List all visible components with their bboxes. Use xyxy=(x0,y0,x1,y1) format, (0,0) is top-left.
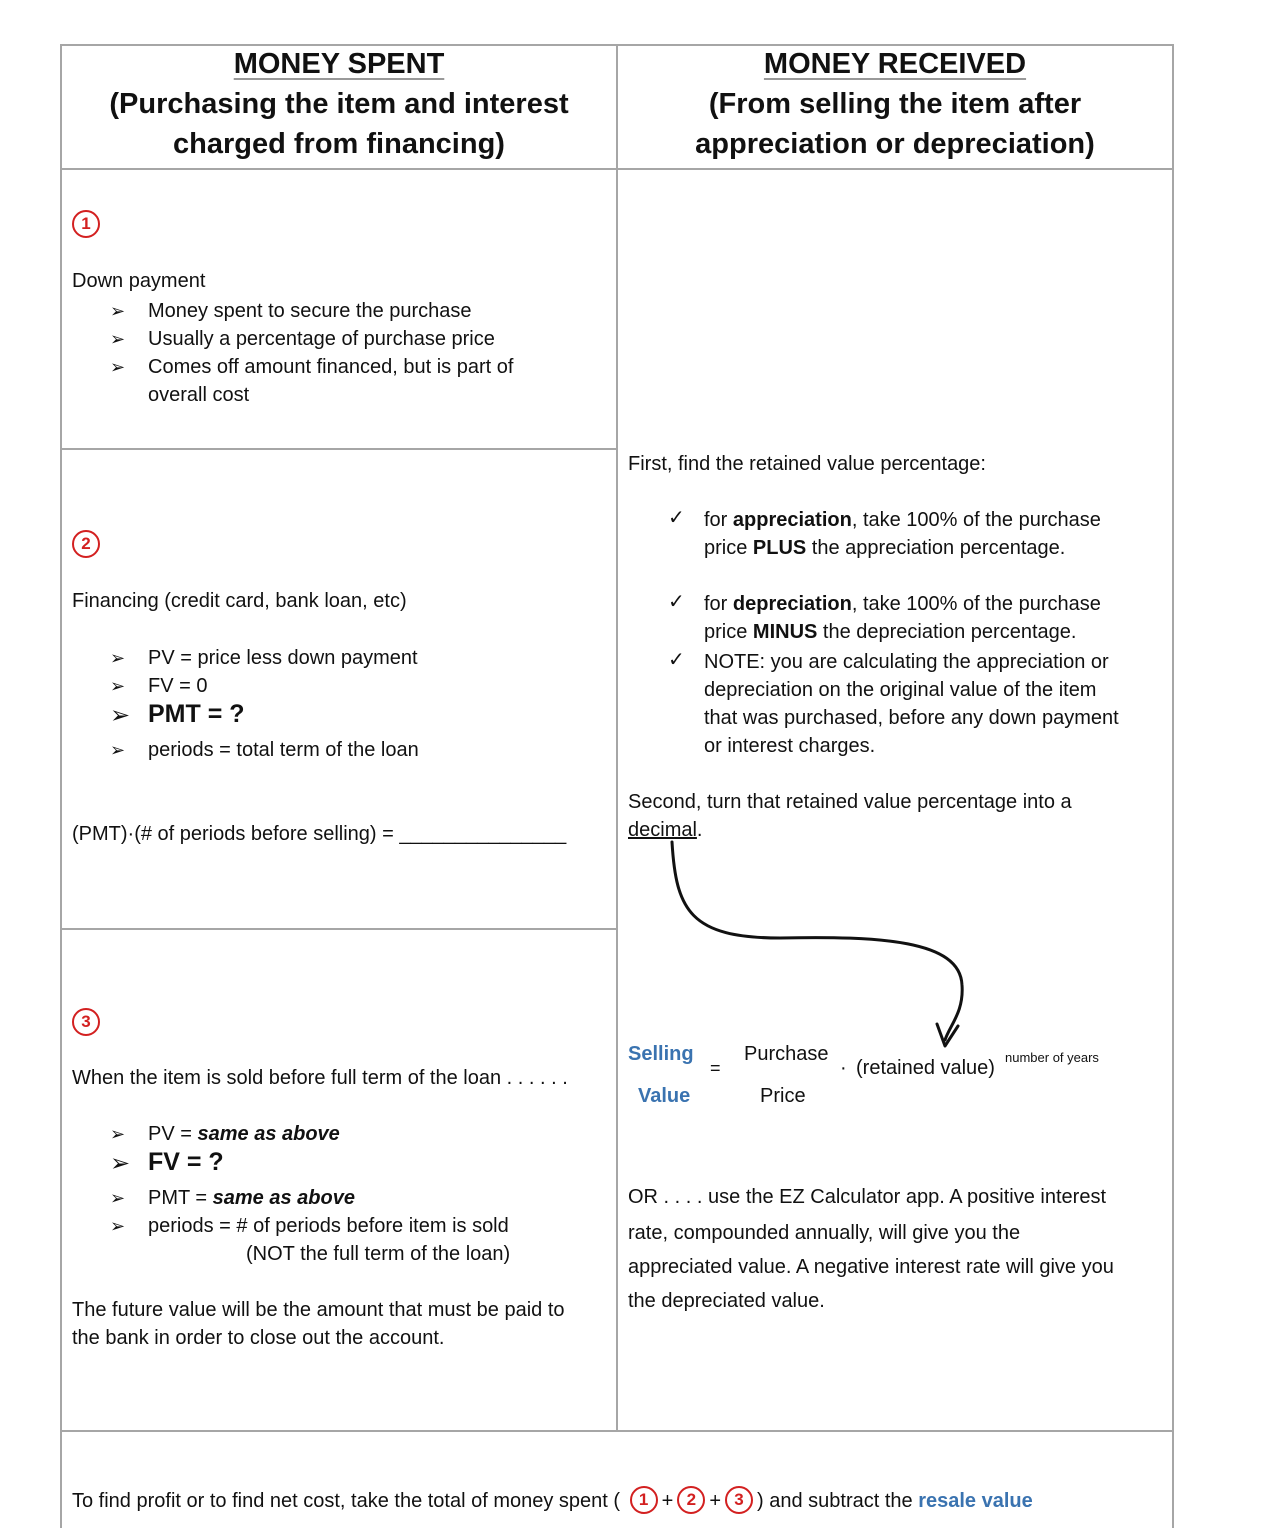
bullet-arrow-icon: ➢ xyxy=(110,676,126,696)
purchase-label: Purchase xyxy=(744,1043,829,1065)
step-1-marker: 1 xyxy=(72,210,100,238)
bullet-arrow-icon: ➢ xyxy=(110,1188,126,1208)
future-value-note-2: the bank in order to close out the account. xyxy=(72,1327,445,1349)
financing-formula: (PMT)·(# of periods before selling) = _______________ xyxy=(72,823,567,845)
money-spent-title: MONEY SPENT xyxy=(233,48,445,80)
future-value-note-1: The future value will be the amount that must be paid to xyxy=(72,1299,565,1321)
step-2-marker: 2 xyxy=(677,1486,705,1514)
note-line-1: NOTE: you are calculating the appreciation or xyxy=(704,651,1109,673)
multiply-dot: · xyxy=(840,1057,847,1079)
money-received-title: MONEY RECEIVED xyxy=(763,48,1027,80)
equals-sign: = xyxy=(710,1058,721,1078)
sold-early-periods-note: (NOT the full term of the loan) xyxy=(246,1243,511,1265)
appreciation-line-1: for appreciation, take 100% of the purchase xyxy=(704,509,1101,531)
ez-calculator-line-3: appreciated value. A negative interest rate will give you xyxy=(628,1256,1114,1278)
ez-calculator-line-4: the depreciated value. xyxy=(628,1290,825,1312)
sold-early-pmt: PMT = same as above xyxy=(148,1187,355,1209)
bullet-arrow-icon: ➢ xyxy=(110,301,126,321)
ez-calculator-line-2: rate, compounded annually, will give you the xyxy=(628,1222,1021,1244)
bullet-arrow-icon: ➢ xyxy=(110,740,126,760)
step-2-marker: 2 xyxy=(72,530,100,558)
bullet-arrow-icon: ➢ xyxy=(110,329,126,349)
depreciation-line-2: price MINUS the depreciation percentage. xyxy=(704,621,1077,643)
bullet-arrow-icon: ➢ xyxy=(110,702,131,729)
appreciation-line-2: price PLUS the appreciation percentage. xyxy=(704,537,1066,559)
note-line-4: or interest charges. xyxy=(704,735,876,757)
profit-instruction: To find profit or to find net cost, take the total of money spent ( 1 + 2 + 3 ) and subtract the resale value xyxy=(72,1487,1033,1516)
ez-calculator-line-1: OR . . . . use the EZ Calculator app. A positive interest xyxy=(628,1186,1107,1208)
money-received-subtitle-2: appreciation or depreciation) xyxy=(695,128,1095,160)
financing-periods: periods = total term of the loan xyxy=(148,739,419,761)
sold-early-title: When the item is sold before full term of the loan . . . . . . xyxy=(72,1067,568,1089)
check-icon: ✓ xyxy=(668,591,685,613)
check-icon: ✓ xyxy=(668,649,685,671)
sold-early-fv: FV = ? xyxy=(148,1148,224,1176)
financing-title: Financing (credit card, bank loan, etc) xyxy=(72,590,407,612)
bullet-arrow-icon: ➢ xyxy=(110,357,126,377)
second-step-line-2: decimal. xyxy=(628,819,703,841)
retained-value-term: (retained value) xyxy=(856,1057,995,1079)
step-3-marker: 3 xyxy=(72,1008,100,1036)
check-icon: ✓ xyxy=(668,507,685,529)
retained-value-intro: First, find the retained value percentage: xyxy=(628,453,986,475)
financing-pmt: PMT = ? xyxy=(148,700,245,728)
down-payment-bullet-2: Usually a percentage of purchase price xyxy=(148,328,495,350)
resale-value-term: resale value xyxy=(918,1490,1033,1512)
money-received-subtitle-1: (From selling the item after xyxy=(708,88,1082,120)
exponent-label: number of years xyxy=(1005,1050,1099,1065)
money-spent-subtitle-2: charged from financing) xyxy=(173,128,505,160)
down-payment-bullet-3: Comes off amount financed, but is part of xyxy=(148,356,514,378)
sold-early-periods: periods = # of periods before item is sold xyxy=(148,1215,509,1237)
price-label: Price xyxy=(760,1085,806,1107)
financing-pv: PV = price less down payment xyxy=(148,647,418,669)
value-label: Value xyxy=(638,1085,691,1107)
note-line-3: that was purchased, before any down payment xyxy=(704,707,1119,729)
bullet-arrow-icon: ➢ xyxy=(110,1216,126,1236)
down-payment-title: Down payment xyxy=(72,270,206,292)
step-1-marker: 1 xyxy=(630,1486,658,1514)
sold-early-pv: PV = same as above xyxy=(148,1123,340,1145)
note-line-2: depreciation on the original value of the item xyxy=(704,679,1097,701)
depreciation-line-1: for depreciation, take 100% of the purchase xyxy=(704,593,1101,615)
second-step-line-1: Second, turn that retained value percentage into a xyxy=(628,791,1072,813)
step-3-marker: 3 xyxy=(725,1486,753,1514)
selling-label: Selling xyxy=(628,1043,694,1065)
down-payment-bullet-1: Money spent to secure the purchase xyxy=(148,300,472,322)
money-spent-subtitle-1: (Purchasing the item and interest xyxy=(109,88,569,120)
bullet-arrow-icon: ➢ xyxy=(110,1124,126,1144)
bullet-arrow-icon: ➢ xyxy=(110,648,126,668)
bullet-arrow-icon: ➢ xyxy=(110,1150,131,1177)
financing-fv: FV = 0 xyxy=(148,675,208,697)
down-payment-bullet-3-cont: overall cost xyxy=(148,384,250,406)
